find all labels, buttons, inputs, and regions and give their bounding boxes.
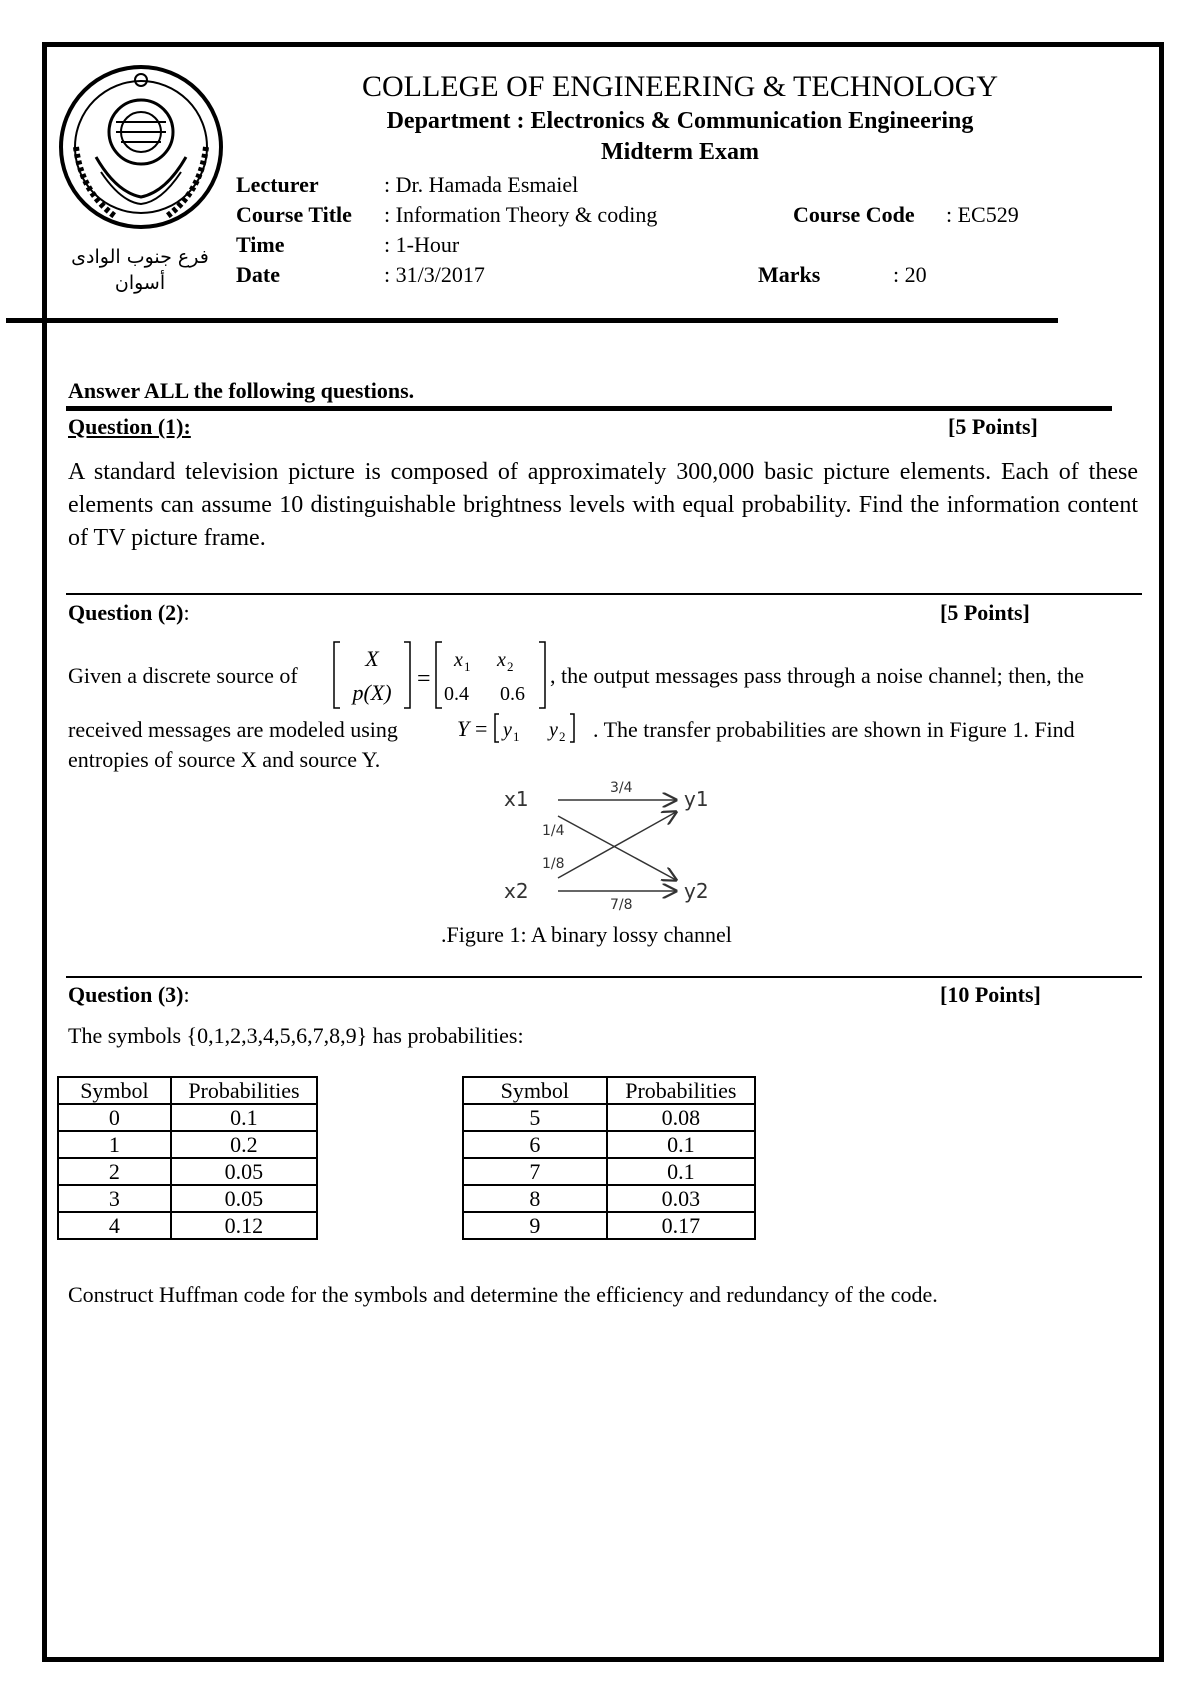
source-matrix <box>332 638 556 712</box>
symbol-cell: 2 <box>58 1158 171 1185</box>
marks-value: : 20 <box>893 262 927 287</box>
probability-table-right <box>462 1076 756 1240</box>
output-vector <box>455 708 595 748</box>
symbol-cell: 5 <box>463 1104 607 1131</box>
table-row <box>463 1158 755 1185</box>
symbol-cell: 8 <box>463 1185 607 1212</box>
question-3-intro: The symbols {0,1,2,3,4,5,6,7,8,9} has probabilities: <box>68 1023 524 1048</box>
matrix-p2: 0.6 <box>500 683 525 705</box>
probability-cell: 0.1 <box>607 1131 755 1158</box>
vector-y2: y <box>549 719 558 741</box>
question-2-text-a: Given a discrete source of <box>68 663 298 688</box>
matrix-px: p(X) <box>352 680 392 705</box>
college-title: COLLEGE OF ENGINEERING & TECHNOLOGY <box>361 70 999 103</box>
course-code-label: Course Code <box>793 202 915 227</box>
binary-channel-figure <box>490 772 730 912</box>
symbol-cell: 1 <box>58 1131 171 1158</box>
table-row <box>58 1104 317 1131</box>
table-row <box>463 1185 755 1212</box>
instructions-rule <box>66 406 1112 411</box>
lecturer-value: : Dr. Hamada Esmaiel <box>384 172 579 197</box>
left-table-header-probabilities: Probabilities <box>171 1077 317 1104</box>
matrix-x: X <box>365 646 379 671</box>
department-title: Department : Electronics & Communication Engineering <box>386 108 974 134</box>
lecturer-row <box>236 170 319 200</box>
table-row <box>463 1104 755 1131</box>
node-x2: x2 <box>504 879 529 903</box>
question-3-task: Construct Huffman code for the symbols and determine the efficiency and redundancy of the code. <box>68 1282 938 1307</box>
probability-cell: 0.12 <box>171 1212 317 1239</box>
matrix-x1-sub: 1 <box>464 659 471 674</box>
question-2-title: Question (2): <box>68 600 190 625</box>
course-title-label: Course Title <box>236 202 352 227</box>
probability-cell: 0.05 <box>171 1185 317 1212</box>
matrix-x1: x <box>454 649 463 671</box>
instructions: Answer ALL the following questions. <box>68 378 415 403</box>
vector-y1: y <box>503 719 512 741</box>
course-code-value: : EC529 <box>946 202 1019 227</box>
question-2-title-text: Question (2) <box>68 600 184 625</box>
right-table-header-probabilities: Probabilities <box>607 1077 755 1104</box>
exam-title: Midterm Exam <box>601 139 759 165</box>
branch-line-2: أسوان <box>114 272 166 294</box>
probability-cell: 0.03 <box>607 1185 755 1212</box>
symbol-cell: 0 <box>58 1104 171 1131</box>
symbol-cell: 6 <box>463 1131 607 1158</box>
label-p22: 7/8 <box>610 897 633 912</box>
question-2-text-e: entropies of source X and source Y. <box>68 747 381 772</box>
probability-cell: 0.1 <box>171 1104 317 1131</box>
edge-x1-y2 <box>558 816 676 880</box>
branch-line-1: فرع جنوب الوادى <box>71 246 209 268</box>
node-y2: y2 <box>684 879 709 903</box>
symbol-cell: 9 <box>463 1212 607 1239</box>
probability-cell: 0.17 <box>607 1212 755 1239</box>
table-row <box>58 1158 317 1185</box>
question-2-text-d: . The transfer probabilities are shown in Figure 1. Find <box>593 717 1075 742</box>
branch-name <box>60 244 220 296</box>
edge-x2-y1 <box>558 812 676 878</box>
label-p11: 3/4 <box>610 780 633 796</box>
matrix-p1: 0.4 <box>444 683 469 705</box>
left-table-header-symbol: Symbol <box>58 1077 171 1104</box>
probability-table-left <box>57 1076 318 1240</box>
symbol-cell: 4 <box>58 1212 171 1239</box>
svg-text:=: = <box>417 666 431 692</box>
question-3-title: Question (3): <box>68 982 190 1007</box>
probability-cell: 0.1 <box>607 1158 755 1185</box>
question-2-rule <box>66 593 1142 595</box>
question-3-points: [10 Points] <box>940 982 1041 1007</box>
question-2-text-b: , the output messages pass through a noise channel; then, the <box>550 663 1084 688</box>
table-row <box>58 1185 317 1212</box>
probability-cell: 0.05 <box>171 1158 317 1185</box>
question-1-points: [5 Points] <box>948 414 1038 439</box>
probability-cell: 0.08 <box>607 1104 755 1131</box>
svg-text:=: = <box>475 716 488 741</box>
question-3-rule <box>66 976 1142 978</box>
label-p12: 1/4 <box>542 823 565 839</box>
vector-y1-sub: 1 <box>513 729 520 744</box>
probability-cell: 0.2 <box>171 1131 317 1158</box>
marks-label: Marks <box>758 262 821 287</box>
question-3-title-text: Question (3) <box>68 982 184 1007</box>
figure-caption: .Figure 1: A binary lossy channel <box>441 922 732 947</box>
table-row <box>58 1131 317 1158</box>
table-row <box>463 1131 755 1158</box>
date-value: : 31/3/2017 <box>384 262 485 287</box>
label-p21: 1/8 <box>542 856 565 872</box>
lecturer-label: Lecturer <box>236 172 319 197</box>
node-x1: x1 <box>504 787 529 811</box>
right-table-header-row <box>463 1077 755 1104</box>
question-2-text-c: received messages are modeled using <box>68 717 398 742</box>
right-table-header-symbol: Symbol <box>463 1077 607 1104</box>
question-2-points: [5 Points] <box>940 600 1030 625</box>
date-label: Date <box>236 262 280 287</box>
matrix-x2-sub: 2 <box>507 659 514 674</box>
symbol-cell: 3 <box>58 1185 171 1212</box>
time-value: : 1-Hour <box>384 232 460 257</box>
question-1-text: A standard television picture is composed of approximately 300,000 basic picture elements. Each of these elements can assume 10 distinguishable brightness levels with equal probability. Find the information content of TV picture frame. <box>68 459 1138 551</box>
table-row <box>58 1212 317 1239</box>
node-y1: y1 <box>684 787 709 811</box>
course-title-value: : Information Theory & coding <box>384 202 658 227</box>
vector-y: Y <box>457 716 470 741</box>
header-separator <box>6 318 1058 323</box>
vector-y2-sub: 2 <box>559 729 566 744</box>
university-seal-logo <box>56 62 226 232</box>
table-row <box>463 1212 755 1239</box>
matrix-x2: x <box>497 649 506 671</box>
time-label: Time <box>236 232 285 257</box>
question-1-title: Question (1): <box>68 414 191 439</box>
symbol-cell: 7 <box>463 1158 607 1185</box>
left-table-header-row <box>58 1077 317 1104</box>
